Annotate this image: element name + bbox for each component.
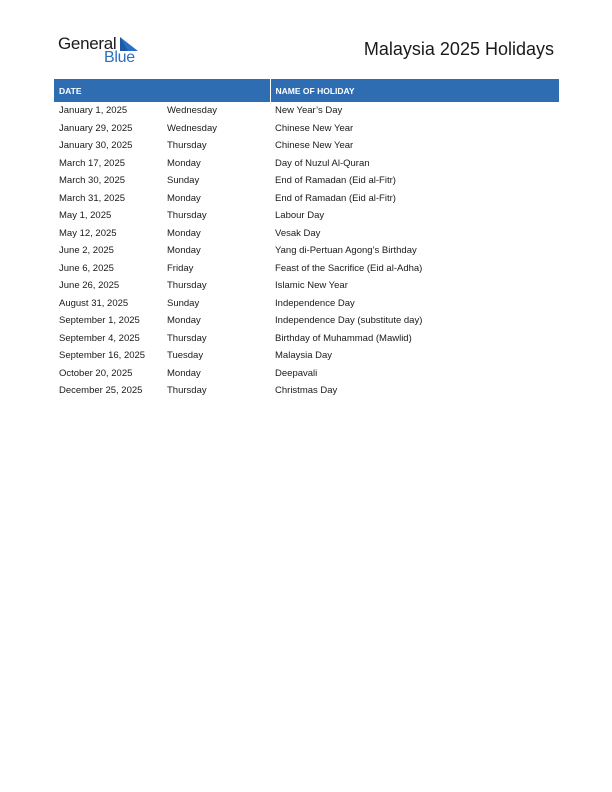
weekday-cell: Thursday: [167, 140, 207, 152]
date-cell: March 17, 2025: [59, 157, 126, 169]
table-row: [54, 120, 559, 138]
date-cell: May 12, 2025: [59, 227, 117, 239]
date-cell: August 31, 2025: [59, 297, 129, 309]
table-row: [54, 295, 559, 313]
date-cell: March 30, 2025: [59, 175, 126, 187]
weekday-cell: Thursday: [167, 280, 207, 292]
holiday-name-cell: Independence Day: [275, 297, 355, 309]
holiday-name-cell: Deepavali: [275, 367, 318, 379]
holiday-name-cell: Birthday of Muhammad (Mawlid): [275, 332, 412, 344]
table-row: [54, 207, 559, 225]
table-row: [54, 330, 559, 348]
weekday-cell: Sunday: [167, 297, 200, 309]
holiday-name-cell: Day of Nuzul Al-Quran: [275, 157, 370, 169]
table-row: [54, 225, 559, 243]
weekday-cell: Thursday: [167, 210, 207, 222]
date-cell: September 1, 2025: [59, 315, 140, 327]
weekday-cell: Monday: [167, 157, 201, 169]
table-row: [54, 242, 559, 260]
weekday-cell: Monday: [167, 227, 201, 239]
date-cell: June 26, 2025: [59, 280, 120, 292]
holiday-name-cell: Feast of the Sacrifice (Eid al-Adha): [275, 262, 423, 274]
holiday-name-cell: Yang di-Pertuan Agong’s Birthday: [275, 245, 417, 257]
weekday-cell: Monday: [167, 245, 201, 257]
holiday-name-cell: Islamic New Year: [275, 280, 348, 292]
holiday-name-cell: Labour Day: [275, 210, 325, 222]
generalblue-logo: [58, 34, 148, 68]
date-cell: January 29, 2025: [59, 122, 133, 134]
table-row: [54, 382, 559, 400]
weekday-cell: Friday: [167, 262, 194, 274]
holiday-name-cell: End of Ramadan (Eid al-Fitr): [275, 192, 396, 204]
weekday-cell: Thursday: [167, 332, 207, 344]
holiday-table: [54, 79, 559, 400]
holiday-name-cell: End of Ramadan (Eid al-Fitr): [275, 175, 396, 187]
weekday-cell: Wednesday: [167, 105, 217, 117]
table-row: [54, 155, 559, 173]
date-cell: January 30, 2025: [59, 140, 133, 152]
date-cell: January 1, 2025: [59, 105, 128, 117]
holiday-name-cell: Christmas Day: [275, 385, 338, 397]
holiday-name-cell: New Year’s Day: [275, 105, 343, 117]
date-cell: June 6, 2025: [59, 262, 114, 274]
table-row: [54, 347, 559, 365]
logo-text-blue: Blue: [104, 49, 135, 66]
date-cell: September 16, 2025: [59, 350, 146, 362]
table-header-row: [54, 79, 559, 102]
holiday-name-cell: Chinese New Year: [275, 122, 354, 134]
table-row: [54, 312, 559, 330]
date-cell: October 20, 2025: [59, 367, 133, 379]
date-cell: September 4, 2025: [59, 332, 140, 344]
logo-text-general: General: [58, 34, 117, 53]
holiday-name-cell: Independence Day (substitute day): [275, 315, 423, 327]
weekday-cell: Tuesday: [167, 350, 204, 362]
date-cell: June 2, 2025: [59, 245, 114, 257]
table-row: [54, 137, 559, 155]
table-row: [54, 190, 559, 208]
weekday-cell: Monday: [167, 192, 201, 204]
table-row: [54, 172, 559, 190]
holiday-name-cell: Vesak Day: [275, 227, 321, 239]
weekday-cell: Monday: [167, 367, 201, 379]
date-column-header: DATE: [54, 79, 270, 102]
date-cell: December 25, 2025: [59, 385, 143, 397]
page-title: Malaysia 2025 Holidays: [363, 39, 554, 59]
holiday-name-cell: Chinese New Year: [275, 140, 354, 152]
weekday-cell: Wednesday: [167, 122, 217, 134]
date-cell: March 31, 2025: [59, 192, 126, 204]
table-row: [54, 365, 559, 383]
table-row: [54, 277, 559, 295]
table-body: [54, 102, 559, 400]
weekday-cell: Sunday: [167, 175, 200, 187]
weekday-cell: Monday: [167, 315, 201, 327]
table-row: [54, 260, 559, 278]
weekday-cell: Thursday: [167, 385, 207, 397]
holiday-name-cell: Malaysia Day: [275, 350, 333, 362]
table-row: [54, 102, 559, 120]
holiday-name-column-header: NAME OF HOLIDAY: [270, 79, 559, 102]
date-cell: May 1, 2025: [59, 210, 112, 222]
